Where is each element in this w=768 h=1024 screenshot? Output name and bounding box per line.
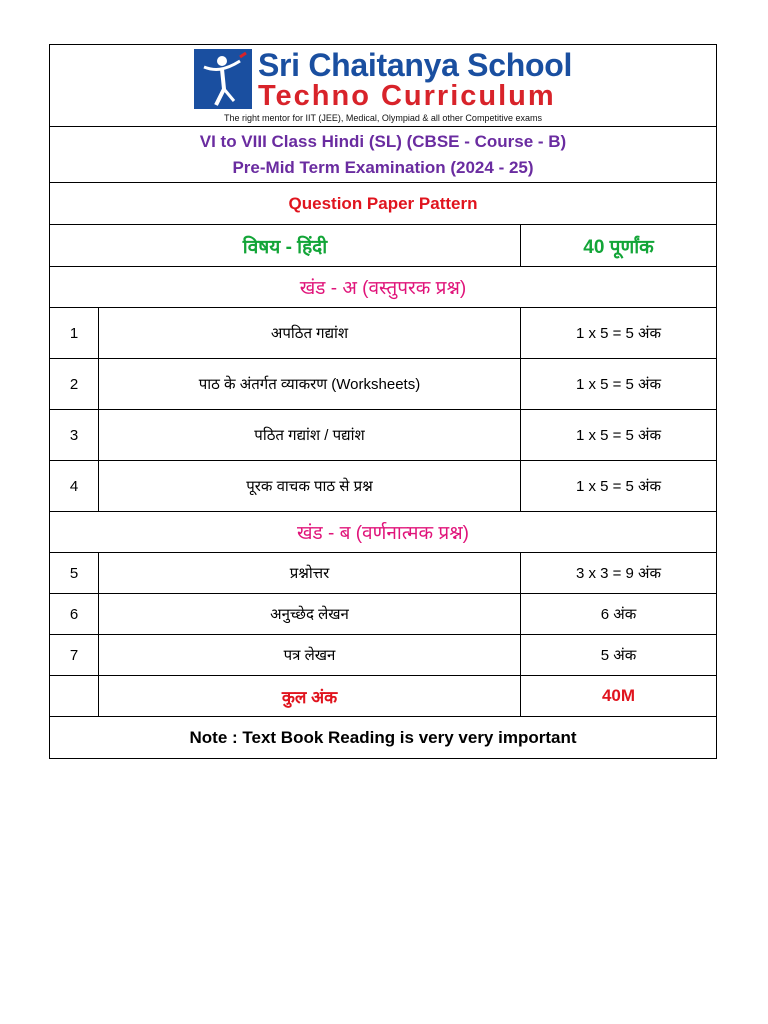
table-row [50, 461, 716, 512]
question-marks: 5 अंक [600, 647, 637, 664]
question-topic: अनुच्छेद लेखन [99, 594, 521, 634]
question-marks: 1 x 5 = 5 अंक [575, 376, 662, 393]
question-topic: प्रश्नोत्तर [99, 553, 521, 593]
table-row [50, 410, 716, 461]
question-number: 3 [50, 410, 99, 460]
exam-title [50, 127, 716, 183]
subject-label: विषय - हिंदी [50, 225, 521, 266]
question-number: 1 [50, 308, 99, 358]
table-row [50, 594, 716, 635]
question-marks: 3 x 3 = 9 अंक [575, 565, 662, 582]
question-paper-pattern-sheet [49, 44, 717, 759]
question-marks: 6 अंक [600, 606, 637, 623]
question-topic: पत्र लेखन [99, 635, 521, 675]
question-number: 4 [50, 461, 99, 511]
subject-row [50, 225, 716, 267]
question-number: 7 [50, 635, 99, 675]
subject-total-marks: 40 पूर्णांक [583, 236, 654, 258]
brand-name: Sri Chaitanya School [257, 46, 573, 83]
pattern-heading: Question Paper Pattern [50, 183, 716, 225]
exam-name: Pre-Mid Term Examination (2024 - 25) [232, 157, 534, 177]
table-row [50, 635, 716, 676]
section-a-heading: खंड - अ (वस्तुपरक प्रश्न) [50, 267, 716, 308]
question-marks: 1 x 5 = 5 अंक [575, 325, 662, 342]
question-marks: 1 x 5 = 5 अंक [575, 478, 662, 495]
table-row [50, 553, 716, 594]
question-topic: पठित गद्यांश / पद्यांश [99, 410, 521, 460]
total-number-cell [50, 676, 99, 716]
question-number: 6 [50, 594, 99, 634]
total-row [50, 676, 716, 717]
question-number: 2 [50, 359, 99, 409]
runner-logo-icon [194, 49, 252, 109]
table-row [50, 359, 716, 410]
question-number: 5 [50, 553, 99, 593]
question-marks: 1 x 5 = 5 अंक [575, 427, 662, 444]
school-logo-header [50, 45, 716, 127]
school-logo [194, 46, 573, 112]
section-b-heading: खंड - ब (वर्णनात्मक प्रश्न) [50, 512, 716, 553]
question-topic: पूरक वाचक पाठ से प्रश्न [99, 461, 521, 511]
brand-curriculum: Techno Curriculum [257, 79, 556, 112]
brand-tagline: The right mentor for IIT (JEE), Medical, Olympiad & all other Competitive exams [224, 112, 542, 123]
table-row [50, 308, 716, 359]
reading-note: Note : Text Book Reading is very very important [189, 727, 577, 747]
question-topic: अपठित गद्यांश [99, 308, 521, 358]
total-marks: 40M [601, 686, 636, 705]
question-topic: पाठ के अंतर्गत व्याकरण (Worksheets) [99, 359, 521, 409]
total-label: कुल अंक [99, 676, 521, 716]
exam-class-subject: VI to VIII Class Hindi (SL) (CBSE - Course - B) [199, 131, 567, 151]
